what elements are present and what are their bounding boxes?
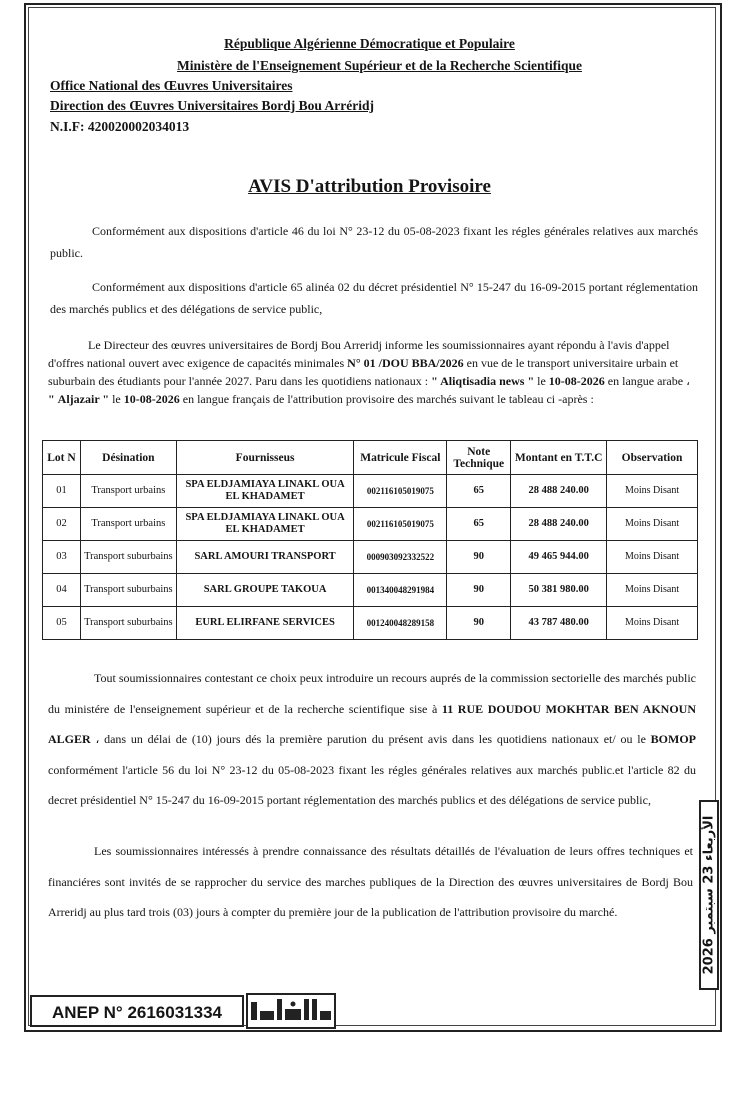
cell-amount: 43 787 480.00 <box>511 607 607 640</box>
column-header-observation: Observation <box>607 441 698 475</box>
cell-lot: 04 <box>43 574 81 607</box>
publication-date-1: 10-08-2026 <box>548 374 605 388</box>
cell-matricule: 000903092332522 <box>354 541 447 574</box>
paragraph-directeur-text-a: Le Directeur des œuvres universitaires de Bordj Bou Arreridj informe les soumissionnaires ayant répondu à l'avis d'appel d'offres national ouvert avec exigence de capacités minimales <box>48 338 670 370</box>
date-stamp-text: الأربعاء 23 سبتمبر 2026 <box>701 815 717 975</box>
cell-matricule: 001340048291984 <box>354 574 447 607</box>
bomop-label: BOMOP <box>650 732 696 746</box>
cell-observation: Moins Disant <box>607 508 698 541</box>
cell-supplier: SARL AMOURI TRANSPORT <box>176 541 354 574</box>
header-direction: Direction des Œuvres Universitaires Bordj Bou Arréridj <box>50 98 374 113</box>
cell-matricule: 002116105019075 <box>354 475 447 508</box>
cell-lot: 02 <box>43 508 81 541</box>
cell-lot: 03 <box>43 541 81 574</box>
publication-date-2: 10-08-2026 <box>123 392 180 406</box>
date-stamp <box>699 800 719 990</box>
paragraph-recours-text-c: conformément l'article 56 du loi N° 23-12 du 05-08-2023 fixant les régles générales relatives aux marchés public.et l'article 82 du decret présidentiel N° 15-247 du 16-09-2015 portant réglementation des marchés publics et des délégations de service public, <box>48 762 696 807</box>
cell-designation: Transport urbains <box>80 475 176 508</box>
paragraph-closing-text: Les soumissionnaires intéressés à prendre connaissance des résultats détaillés de l'évaluation de leurs offres techniques et financiéres sont invités de se rapprocher du service des marches publiques de la Direction des œuvres universitaires de Bordj Bou Arreridj au plus tard trois (03) jours à compter du première jour de la publication de l'attribution provisoire du marché. <box>48 844 693 919</box>
paragraph-article-46-text: Conformément aux dispositions d'article 46 du loi N° 23-12 du 05-08-2023 fixant les régles générales relatives aux marchés public. <box>50 224 698 260</box>
newspaper-name-1: " Aliqtisadia news " <box>431 374 535 388</box>
cell-observation: Moins Disant <box>607 475 698 508</box>
header-ministry: Ministère de l'Enseignement Supérieur et de la Recherche Scientifique <box>177 58 582 73</box>
cell-note: 90 <box>447 607 511 640</box>
cell-observation: Moins Disant <box>607 541 698 574</box>
paragraph-article-65 <box>50 276 698 320</box>
cell-designation: Transport suburbains <box>80 607 176 640</box>
table-row <box>43 607 698 640</box>
paragraph-closing <box>48 836 693 928</box>
cell-matricule: 002116105019075 <box>354 508 447 541</box>
cell-note: 90 <box>447 541 511 574</box>
cell-lot: 05 <box>43 607 81 640</box>
column-header-amount: Montant en T.T.C <box>511 441 607 475</box>
paragraph-recours <box>48 663 696 816</box>
table-row <box>43 508 698 541</box>
cell-amount: 28 488 240.00 <box>511 508 607 541</box>
cell-matricule: 001240048289158 <box>354 607 447 640</box>
cell-supplier: SARL GROUPE TAKOUA <box>176 574 354 607</box>
cell-supplier: SPA ELDJAMIAYA LINAKL OUA EL KHADAMET <box>176 508 354 541</box>
cell-observation: Moins Disant <box>607 574 698 607</box>
paragraph-directeur <box>48 336 698 408</box>
paragraph-directeur-text-f: en langue français de l'attribution provisoire des marchés suivant le tableau ci -après : <box>179 392 594 406</box>
paragraph-article-46 <box>50 220 698 264</box>
cell-supplier: EURL ELIRFANE SERVICES <box>176 607 354 640</box>
cell-designation: Transport suburbains <box>80 574 176 607</box>
column-header-lot: Lot N <box>43 441 81 475</box>
el-djazair-logo-icon <box>246 993 336 1029</box>
anep-reference: ANEP N° 2616031334 <box>30 995 244 1027</box>
paragraph-directeur-text-d: en langue arabe ، <box>604 374 690 388</box>
cell-lot: 01 <box>43 475 81 508</box>
column-header-note: Note Technique <box>447 441 511 475</box>
cell-note: 65 <box>447 475 511 508</box>
cell-supplier: SPA ELDJAMIAYA LINAKL OUA EL KHADAMET <box>176 475 354 508</box>
header-republic: République Algérienne Démocratique et Populaire <box>224 36 515 51</box>
table-row <box>43 574 698 607</box>
header-nif: N.I.F: 420020002034013 <box>50 119 190 134</box>
paragraph-recours-text-b: ، dans un délai de (10) jours dés la première parution du présent avis dans les quotidiens nationaux et/ ou le <box>90 732 651 746</box>
column-header-supplier: Fournisseus <box>176 441 354 475</box>
tender-reference: N° 01 /DOU BBA/2026 <box>347 356 464 370</box>
cell-designation: Transport urbains <box>80 508 176 541</box>
cell-amount: 28 488 240.00 <box>511 475 607 508</box>
cell-designation: Transport suburbains <box>80 541 176 574</box>
newspaper-name-2: " Aljazair " <box>48 392 110 406</box>
paragraph-directeur-text-e: le <box>109 392 124 406</box>
document-title: AVIS D'attribution Provisoire <box>248 176 491 197</box>
paragraph-directeur-text-b: en vue de le transport universitaire urbain et suburbain des étudiants pour l'année 2027. Paru dans les quotidiens nationaux : <box>48 356 679 388</box>
header-office: Office National des Œuvres Universitaires <box>50 78 293 93</box>
paragraph-article-65-text: Conformément aux dispositions d'article 65 alinéa 02 du décret présidentiel N° 15-247 du 16-09-2015 portant réglementation des marchés publics et des délégations de service public, <box>50 280 698 316</box>
column-header-designation: Désination <box>80 441 176 475</box>
cell-amount: 50 381 980.00 <box>511 574 607 607</box>
attribution-table <box>42 440 698 640</box>
paragraph-recours-text-a: Tout soumissionnaires contestant ce choix peux introduire un recours auprés de la commission sectorielle des marchés public du ministére de l'enseignement supérieur et de la recherche scientifique sise à <box>48 671 696 716</box>
table-header-row <box>43 441 698 475</box>
cell-note: 65 <box>447 508 511 541</box>
cell-amount: 49 465 944.00 <box>511 541 607 574</box>
cell-note: 90 <box>447 574 511 607</box>
table-row <box>43 475 698 508</box>
paragraph-directeur-text-c: le <box>534 374 549 388</box>
commission-address: 11 RUE DOUDOU MOKHTAR BEN AKNOUN ALGER <box>48 701 696 746</box>
cell-observation: Moins Disant <box>607 607 698 640</box>
table-row <box>43 541 698 574</box>
column-header-matricule: Matricule Fiscal <box>354 441 447 475</box>
